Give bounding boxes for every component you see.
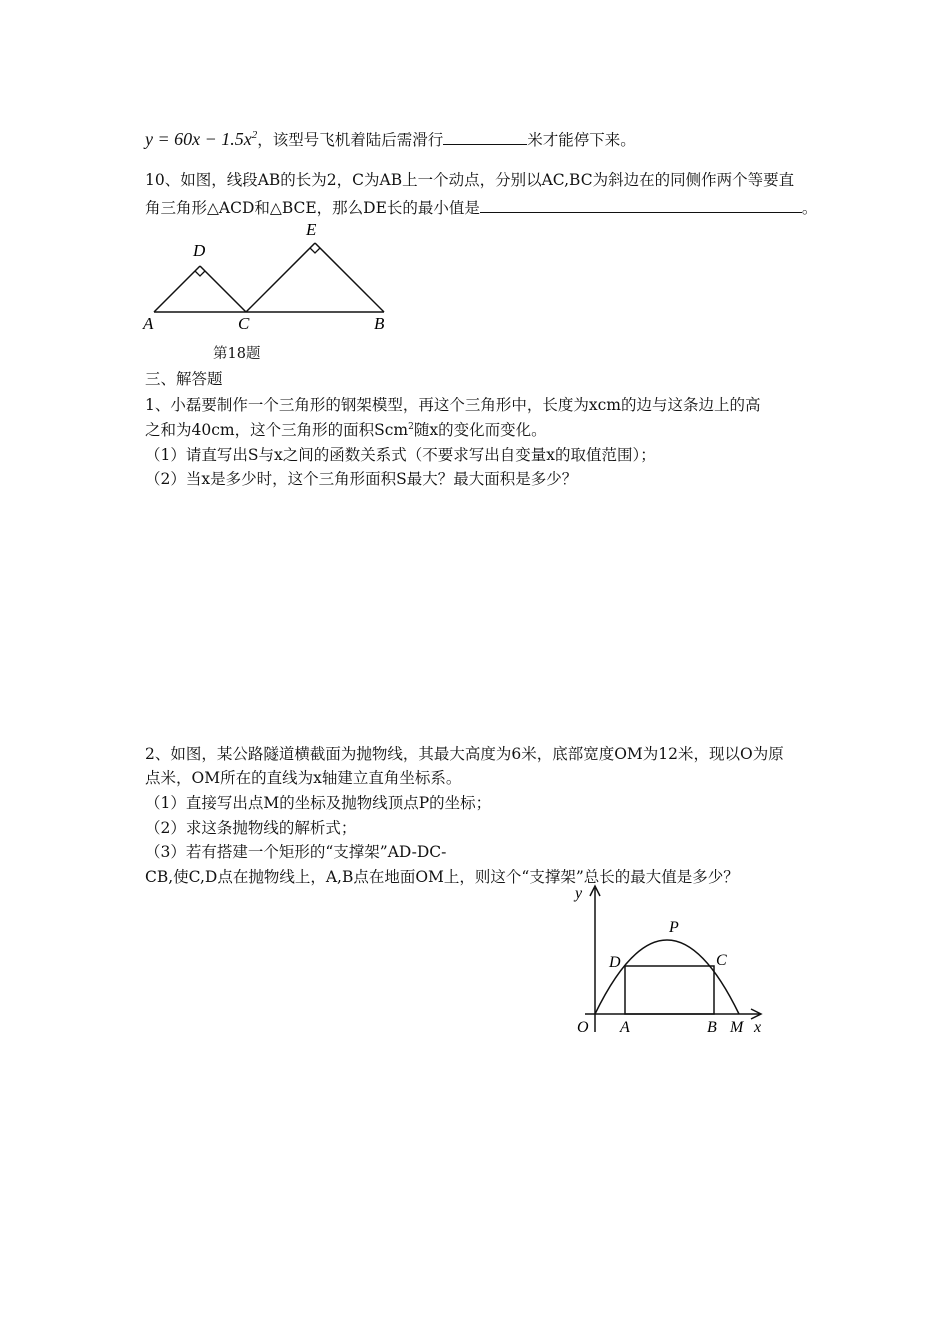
label-a: A — [620, 1019, 630, 1036]
p2-sub1: （1）直接写出点M的坐标及抛物线顶点P的坐标； — [145, 794, 492, 812]
p2-sub3-cont: CB,使C,D点在抛物线上，A,B点在地面OM上，则这个“支撑架”总长的最大值是多少？ — [145, 868, 739, 886]
q10-line2-end: 。 — [801, 199, 818, 217]
p1-line2-b: 随x的变化而变化。 — [413, 421, 547, 439]
q9-formula: $y = 60x - 1.5x^2$ — [145, 129, 258, 149]
q10-line2 — [145, 196, 817, 218]
label-a: A — [143, 314, 154, 333]
right-angle-d — [195, 271, 205, 276]
p2-line1: 2、如图，某公路隧道横截面为抛物线，其最大高度为6米，底部宽度OM为12米，现以O为原 — [145, 745, 784, 763]
p2-line2: 点米，OM所在的直线为x轴建立直角坐标系。 — [145, 769, 462, 787]
p1-line2 — [145, 418, 547, 440]
q9-text-before: ，该型号飞机着陆后需滑行 — [257, 131, 444, 149]
p2-figure — [565, 880, 780, 1040]
label-e: E — [306, 220, 317, 239]
q10-line2-text: 角三角形△ACD和△BCE，那么DE长的最小值是 — [145, 199, 480, 217]
label-b: B — [374, 314, 385, 333]
support-frame — [625, 966, 714, 1014]
label-c: C — [238, 314, 250, 333]
q10-line1: 10、如图，线段AB的长为2，C为AB上一个动点，分别以AC,BC为斜边在的同侧作两个等要直 — [145, 171, 795, 189]
q9-answer-blank[interactable] — [443, 130, 527, 145]
p1-line2-a: 之和为40cm，这个三角形的面积Scm — [145, 421, 409, 439]
segment-dc — [200, 266, 246, 312]
label-c: C — [716, 952, 727, 969]
p1-line2-sup: 2 — [408, 421, 414, 432]
p2-sub2: （2）求这条抛物线的解析式； — [145, 819, 357, 837]
p1-line1: 1、小磊要制作一个三角形的钢架模型，再这个三角形中，长度为xcm的边与这条边上的高 — [145, 396, 761, 414]
section3-title: 三、解答题 — [145, 370, 223, 388]
q10-figure-caption: 第18题 — [213, 346, 261, 362]
label-d: D — [193, 241, 206, 260]
label-y: y — [575, 885, 583, 902]
label-p: P — [669, 919, 679, 936]
p2-sub3: （3）若有搭建一个矩形的“支撑架”AD-DC- — [145, 843, 447, 861]
label-x: x — [754, 1019, 762, 1036]
label-d: D — [609, 954, 621, 971]
q10-answer-blank[interactable] — [480, 198, 802, 213]
label-o: O — [577, 1019, 589, 1036]
label-b: B — [707, 1019, 717, 1036]
segment-eb — [315, 243, 384, 312]
p1-sub2: （2）当x是多少时，这个三角形面积S最大？最大面积是多少？ — [145, 470, 578, 488]
label-m: M — [730, 1019, 744, 1036]
segment-ad — [154, 266, 200, 312]
segment-ce — [246, 243, 315, 312]
q9-line — [145, 128, 636, 150]
p1-sub1: （1）请直写出S与x之间的函数关系式（不要求写出自变量x的取值范围）； — [145, 446, 656, 464]
q10-figure — [140, 218, 400, 338]
q9-text-after: 米才能停下来。 — [527, 131, 636, 149]
right-angle-e — [310, 248, 320, 253]
